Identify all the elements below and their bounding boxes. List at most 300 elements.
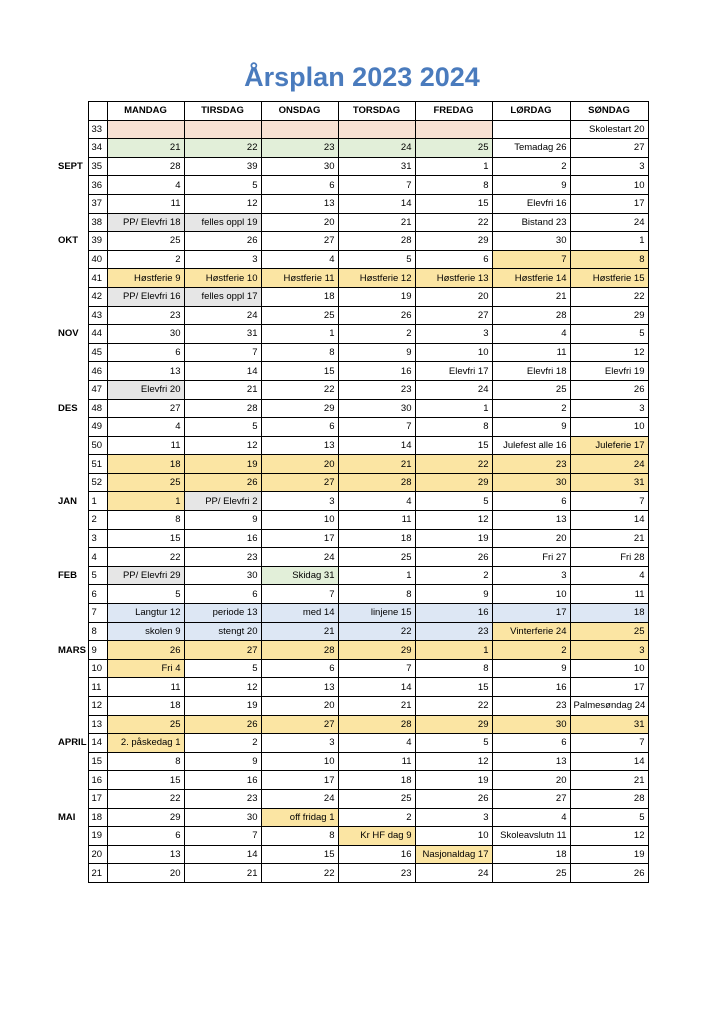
- month-label: [56, 529, 88, 548]
- day-cell-tuesday: 3: [184, 250, 261, 269]
- day-cell-saturday: Elevfri 18: [492, 362, 570, 381]
- year-plan-table: [56, 101, 649, 883]
- day-cell-sunday: 29: [570, 306, 648, 325]
- day-cell-saturday: 25: [492, 864, 570, 883]
- day-cell-tuesday: 14: [184, 845, 261, 864]
- day-cell-tuesday: 23: [184, 548, 261, 567]
- month-label: [56, 473, 88, 492]
- table-row: [56, 548, 648, 567]
- day-cell-monday: Høstferie 9: [107, 269, 184, 288]
- day-cell-monday: 6: [107, 343, 184, 362]
- day-cell-tuesday: 5: [184, 176, 261, 195]
- day-cell-wednesday: Høstferie 11: [261, 269, 338, 288]
- month-label: [56, 418, 88, 437]
- day-cell-monday: 11: [107, 436, 184, 455]
- week-number: 21: [88, 864, 107, 883]
- day-cell-wednesday: 13: [261, 678, 338, 697]
- day-cell-wednesday: 8: [261, 343, 338, 362]
- day-cell-sunday: 4: [570, 566, 648, 585]
- day-cell-friday: 3: [415, 325, 492, 344]
- day-cell-tuesday: 12: [184, 678, 261, 697]
- month-label: NOV: [58, 328, 79, 340]
- table-row: [56, 399, 648, 418]
- month-label: [56, 548, 88, 567]
- day-cell-saturday: Skoleavslutn 11: [492, 827, 570, 846]
- day-cell-tuesday: 22: [184, 139, 261, 158]
- day-cell-monday: 18: [107, 697, 184, 716]
- table-row: [56, 529, 648, 548]
- day-cell-thursday: linjene 15: [338, 604, 415, 623]
- day-cell-wednesday: 20: [261, 455, 338, 474]
- day-cell-monday: 13: [107, 845, 184, 864]
- day-cell-sunday: 21: [570, 529, 648, 548]
- month-label: [56, 864, 88, 883]
- day-cell-sunday: 3: [570, 399, 648, 418]
- table-row: [56, 362, 648, 381]
- day-cell-thursday: 7: [338, 418, 415, 437]
- week-number: 44: [88, 325, 107, 344]
- day-cell-friday: 3: [415, 808, 492, 827]
- day-cell-thursday: 16: [338, 362, 415, 381]
- month-label: [56, 622, 88, 641]
- table-row: [56, 343, 648, 362]
- day-cell-tuesday: felles oppl 19: [184, 213, 261, 232]
- week-number: 2: [88, 511, 107, 530]
- day-cell-sunday: 10: [570, 418, 648, 437]
- day-cell-monday: Fri 4: [107, 659, 184, 678]
- day-cell-wednesday: 3: [261, 492, 338, 511]
- day-cell-saturday: 9: [492, 659, 570, 678]
- table-row: [56, 864, 648, 883]
- day-cell-wednesday: 8: [261, 827, 338, 846]
- header-monday: MANDAG: [107, 102, 184, 121]
- day-cell-saturday: Høstferie 14: [492, 269, 570, 288]
- day-cell-sunday: 17: [570, 678, 648, 697]
- day-cell-wednesday: 15: [261, 845, 338, 864]
- day-cell-tuesday: 27: [184, 641, 261, 660]
- day-cell-friday: 19: [415, 771, 492, 790]
- day-cell-thursday: 14: [338, 436, 415, 455]
- week-number: 14: [88, 734, 107, 753]
- day-cell-sunday: 3: [570, 641, 648, 660]
- day-cell-thursday: 22: [338, 622, 415, 641]
- day-cell-friday: 8: [415, 176, 492, 195]
- day-cell-thursday: 8: [338, 585, 415, 604]
- day-cell-wednesday: 30: [261, 157, 338, 176]
- month-label: FEB: [58, 570, 77, 582]
- day-cell-monday: Elevfri 20: [107, 380, 184, 399]
- day-cell-monday: PP/ Elevfri 29: [107, 566, 184, 585]
- table-row: [56, 306, 648, 325]
- month-label: [56, 194, 88, 213]
- day-cell-thursday: 18: [338, 771, 415, 790]
- day-cell-friday: 1: [415, 641, 492, 660]
- month-header: [56, 102, 88, 121]
- day-cell-sunday: 5: [570, 325, 648, 344]
- day-cell-monday: 2. påskedag 1: [107, 734, 184, 753]
- day-cell-wednesday: 17: [261, 771, 338, 790]
- table-row: [56, 678, 648, 697]
- day-cell-wednesday: 27: [261, 473, 338, 492]
- day-cell-friday: 12: [415, 511, 492, 530]
- day-cell-friday: 5: [415, 734, 492, 753]
- week-number: 43: [88, 306, 107, 325]
- day-cell-thursday: 28: [338, 473, 415, 492]
- day-cell-sunday: 5: [570, 808, 648, 827]
- month-label: SEPT: [58, 161, 83, 173]
- month-label: [56, 789, 88, 808]
- day-cell-saturday: 28: [492, 306, 570, 325]
- day-cell-tuesday: 24: [184, 306, 261, 325]
- day-cell-sunday: Fri 28: [570, 548, 648, 567]
- day-cell-friday: 19: [415, 529, 492, 548]
- day-cell-thursday: 14: [338, 678, 415, 697]
- week-number: 35: [88, 157, 107, 176]
- day-cell-monday: 4: [107, 176, 184, 195]
- day-cell-tuesday: 14: [184, 362, 261, 381]
- day-cell-saturday: Vinterferie 24: [492, 622, 570, 641]
- month-label: [56, 455, 88, 474]
- day-cell-sunday: 7: [570, 492, 648, 511]
- table-row: [56, 845, 648, 864]
- week-number: 4: [88, 548, 107, 567]
- week-number: 33: [88, 120, 107, 139]
- day-cell-friday: 10: [415, 343, 492, 362]
- month-label: [56, 752, 88, 771]
- day-cell-monday: 30: [107, 325, 184, 344]
- day-cell-friday: 23: [415, 622, 492, 641]
- week-number: 5: [88, 566, 107, 585]
- month-label: [56, 436, 88, 455]
- header-tuesday: TIRSDAG: [184, 102, 261, 121]
- day-cell-saturday: 16: [492, 678, 570, 697]
- table-row: [56, 752, 648, 771]
- week-number: 37: [88, 194, 107, 213]
- day-cell-saturday: 20: [492, 771, 570, 790]
- day-cell-thursday: 28: [338, 715, 415, 734]
- week-number: 12: [88, 697, 107, 716]
- day-cell-wednesday: 27: [261, 715, 338, 734]
- day-cell-monday: 21: [107, 139, 184, 158]
- day-cell-thursday: 18: [338, 529, 415, 548]
- day-cell-wednesday: 20: [261, 213, 338, 232]
- month-label: [56, 697, 88, 716]
- day-cell-tuesday: 9: [184, 752, 261, 771]
- day-cell-friday: 1: [415, 399, 492, 418]
- day-cell-sunday: 27: [570, 139, 648, 158]
- table-row: [56, 715, 648, 734]
- table-row: [56, 771, 648, 790]
- day-cell-tuesday: [184, 120, 261, 139]
- day-cell-friday: 10: [415, 827, 492, 846]
- month-label: DES: [58, 402, 78, 414]
- day-cell-wednesday: off fridag 1: [261, 808, 338, 827]
- day-cell-wednesday: 21: [261, 622, 338, 641]
- day-cell-friday: 12: [415, 752, 492, 771]
- day-cell-thursday: 21: [338, 697, 415, 716]
- month-label: [56, 845, 88, 864]
- day-cell-thursday: 23: [338, 380, 415, 399]
- day-cell-tuesday: 12: [184, 436, 261, 455]
- month-label: JAN: [58, 495, 78, 507]
- table-row: [56, 436, 648, 455]
- table-row: [56, 808, 648, 827]
- table-row: [56, 250, 648, 269]
- page-title: Årsplan 2023 2024: [244, 62, 480, 92]
- month-label: [56, 604, 88, 623]
- day-cell-saturday: 25: [492, 380, 570, 399]
- week-number: 20: [88, 845, 107, 864]
- week-number: 13: [88, 715, 107, 734]
- day-cell-sunday: 17: [570, 194, 648, 213]
- day-cell-sunday: 22: [570, 287, 648, 306]
- week-number: 51: [88, 455, 107, 474]
- month-label: [56, 585, 88, 604]
- day-cell-friday: 20: [415, 287, 492, 306]
- day-cell-wednesday: 3: [261, 734, 338, 753]
- day-cell-monday: 13: [107, 362, 184, 381]
- day-cell-tuesday: PP/ Elevfri 2: [184, 492, 261, 511]
- day-cell-saturday: 17: [492, 604, 570, 623]
- day-cell-friday: 25: [415, 139, 492, 158]
- day-cell-monday: PP/ Elevfri 16: [107, 287, 184, 306]
- day-cell-tuesday: 26: [184, 715, 261, 734]
- day-cell-tuesday: 39: [184, 157, 261, 176]
- table-row: [56, 194, 648, 213]
- month-label: [56, 362, 88, 381]
- week-number: 48: [88, 399, 107, 418]
- day-cell-monday: 25: [107, 473, 184, 492]
- day-cell-wednesday: 10: [261, 511, 338, 530]
- table-row: [56, 734, 648, 753]
- week-number: 11: [88, 678, 107, 697]
- day-cell-sunday: 14: [570, 752, 648, 771]
- day-cell-monday: 18: [107, 455, 184, 474]
- day-cell-thursday: 19: [338, 287, 415, 306]
- day-cell-wednesday: 22: [261, 380, 338, 399]
- week-number: 1: [88, 492, 107, 511]
- day-cell-monday: 5: [107, 585, 184, 604]
- day-cell-sunday: 8: [570, 250, 648, 269]
- week-number: 6: [88, 585, 107, 604]
- day-cell-wednesday: 13: [261, 194, 338, 213]
- day-cell-monday: PP/ Elevfri 18: [107, 213, 184, 232]
- day-cell-thursday: 14: [338, 194, 415, 213]
- week-number: 10: [88, 659, 107, 678]
- month-label: [56, 827, 88, 846]
- month-label: [56, 139, 88, 158]
- day-cell-tuesday: stengt 20: [184, 622, 261, 641]
- day-cell-thursday: 9: [338, 343, 415, 362]
- day-cell-sunday: 11: [570, 585, 648, 604]
- day-cell-thursday: 1: [338, 566, 415, 585]
- day-cell-sunday: Juleferie 17: [570, 436, 648, 455]
- day-cell-wednesday: 15: [261, 362, 338, 381]
- day-cell-tuesday: 23: [184, 789, 261, 808]
- day-cell-monday: 11: [107, 194, 184, 213]
- day-cell-tuesday: 21: [184, 380, 261, 399]
- day-cell-tuesday: 30: [184, 808, 261, 827]
- day-cell-friday: 26: [415, 789, 492, 808]
- day-cell-saturday: 13: [492, 511, 570, 530]
- day-cell-thursday: 29: [338, 641, 415, 660]
- day-cell-saturday: 18: [492, 845, 570, 864]
- day-cell-thursday: 26: [338, 306, 415, 325]
- day-cell-sunday: 26: [570, 380, 648, 399]
- day-cell-monday: 26: [107, 641, 184, 660]
- month-label: [56, 343, 88, 362]
- day-cell-thursday: 2: [338, 325, 415, 344]
- day-cell-saturday: Bistand 23: [492, 213, 570, 232]
- table-row: [56, 789, 648, 808]
- day-cell-wednesday: 29: [261, 399, 338, 418]
- day-cell-thursday: 31: [338, 157, 415, 176]
- day-cell-monday: 22: [107, 548, 184, 567]
- day-cell-friday: 24: [415, 380, 492, 399]
- day-cell-sunday: 19: [570, 845, 648, 864]
- day-cell-monday: 15: [107, 771, 184, 790]
- day-cell-sunday: 24: [570, 213, 648, 232]
- day-cell-monday: 23: [107, 306, 184, 325]
- day-cell-saturday: 9: [492, 176, 570, 195]
- week-number: 50: [88, 436, 107, 455]
- day-cell-wednesday: 17: [261, 529, 338, 548]
- day-cell-monday: 15: [107, 529, 184, 548]
- month-label: MARS: [58, 644, 86, 656]
- day-cell-friday: 6: [415, 250, 492, 269]
- day-cell-thursday: 25: [338, 789, 415, 808]
- day-cell-thursday: [338, 120, 415, 139]
- day-cell-tuesday: 16: [184, 771, 261, 790]
- day-cell-tuesday: 26: [184, 473, 261, 492]
- week-number: 7: [88, 604, 107, 623]
- day-cell-sunday: 12: [570, 827, 648, 846]
- month-label: [56, 715, 88, 734]
- day-cell-saturday: [492, 120, 570, 139]
- week-number: 41: [88, 269, 107, 288]
- week-number: 8: [88, 622, 107, 641]
- table-row: [56, 455, 648, 474]
- month-label: [56, 269, 88, 288]
- table-row: [56, 827, 648, 846]
- day-cell-monday: 29: [107, 808, 184, 827]
- table-row: [56, 232, 648, 251]
- day-cell-tuesday: 26: [184, 232, 261, 251]
- day-cell-saturday: 3: [492, 566, 570, 585]
- day-cell-tuesday: 19: [184, 697, 261, 716]
- day-cell-wednesday: med 14: [261, 604, 338, 623]
- table-row: [56, 585, 648, 604]
- day-cell-tuesday: 6: [184, 585, 261, 604]
- day-cell-wednesday: 7: [261, 585, 338, 604]
- day-cell-thursday: 11: [338, 511, 415, 530]
- week-number: 15: [88, 752, 107, 771]
- week-number: 18: [88, 808, 107, 827]
- table-row: [56, 418, 648, 437]
- header-row: [56, 102, 648, 121]
- day-cell-saturday: 13: [492, 752, 570, 771]
- day-cell-saturday: Temadag 26: [492, 139, 570, 158]
- day-cell-wednesday: 23: [261, 139, 338, 158]
- table-row: [56, 176, 648, 195]
- week-number: 47: [88, 380, 107, 399]
- day-cell-saturday: 27: [492, 789, 570, 808]
- day-cell-thursday: 25: [338, 548, 415, 567]
- day-cell-monday: 1: [107, 492, 184, 511]
- week-number: 36: [88, 176, 107, 195]
- day-cell-sunday: 1: [570, 232, 648, 251]
- day-cell-saturday: 23: [492, 455, 570, 474]
- day-cell-friday: 27: [415, 306, 492, 325]
- day-cell-saturday: 20: [492, 529, 570, 548]
- day-cell-wednesday: [261, 120, 338, 139]
- month-label: [56, 213, 88, 232]
- day-cell-sunday: Elevfri 19: [570, 362, 648, 381]
- day-cell-sunday: 7: [570, 734, 648, 753]
- day-cell-thursday: 7: [338, 659, 415, 678]
- day-cell-tuesday: 7: [184, 827, 261, 846]
- day-cell-saturday: 30: [492, 232, 570, 251]
- header-wednesday: ONSDAG: [261, 102, 338, 121]
- day-cell-friday: [415, 120, 492, 139]
- day-cell-wednesday: 1: [261, 325, 338, 344]
- day-cell-friday: Nasjonaldag 17: [415, 845, 492, 864]
- day-cell-saturday: 4: [492, 325, 570, 344]
- day-cell-friday: 22: [415, 213, 492, 232]
- day-cell-wednesday: 18: [261, 287, 338, 306]
- month-label: [56, 678, 88, 697]
- day-cell-monday: Langtur 12: [107, 604, 184, 623]
- month-label: [56, 771, 88, 790]
- day-cell-thursday: 7: [338, 176, 415, 195]
- day-cell-thursday: 23: [338, 864, 415, 883]
- day-cell-friday: 8: [415, 418, 492, 437]
- week-number: 38: [88, 213, 107, 232]
- day-cell-monday: skolen 9: [107, 622, 184, 641]
- plan-body: [56, 120, 648, 882]
- day-cell-wednesday: 20: [261, 697, 338, 716]
- week-number: 45: [88, 343, 107, 362]
- month-label: [56, 287, 88, 306]
- day-cell-thursday: 5: [338, 250, 415, 269]
- week-number: 46: [88, 362, 107, 381]
- day-cell-sunday: 3: [570, 157, 648, 176]
- day-cell-thursday: 4: [338, 734, 415, 753]
- day-cell-saturday: 23: [492, 697, 570, 716]
- day-cell-sunday: 12: [570, 343, 648, 362]
- day-cell-thursday: 30: [338, 399, 415, 418]
- day-cell-sunday: Palmesøndag 24: [570, 697, 648, 716]
- day-cell-thursday: Kr HF dag 9: [338, 827, 415, 846]
- day-cell-monday: 6: [107, 827, 184, 846]
- day-cell-tuesday: 16: [184, 529, 261, 548]
- day-cell-friday: 29: [415, 715, 492, 734]
- day-cell-tuesday: 31: [184, 325, 261, 344]
- day-cell-wednesday: 13: [261, 436, 338, 455]
- table-row: [56, 492, 648, 511]
- day-cell-friday: 29: [415, 232, 492, 251]
- day-cell-sunday: 28: [570, 789, 648, 808]
- header-saturday: LØRDAG: [492, 102, 570, 121]
- month-label: [56, 511, 88, 530]
- day-cell-monday: 27: [107, 399, 184, 418]
- month-label: OKT: [58, 235, 79, 247]
- table-row: [56, 380, 648, 399]
- day-cell-monday: 11: [107, 678, 184, 697]
- day-cell-monday: 20: [107, 864, 184, 883]
- header-sunday: SØNDAG: [570, 102, 648, 121]
- day-cell-tuesday: 5: [184, 418, 261, 437]
